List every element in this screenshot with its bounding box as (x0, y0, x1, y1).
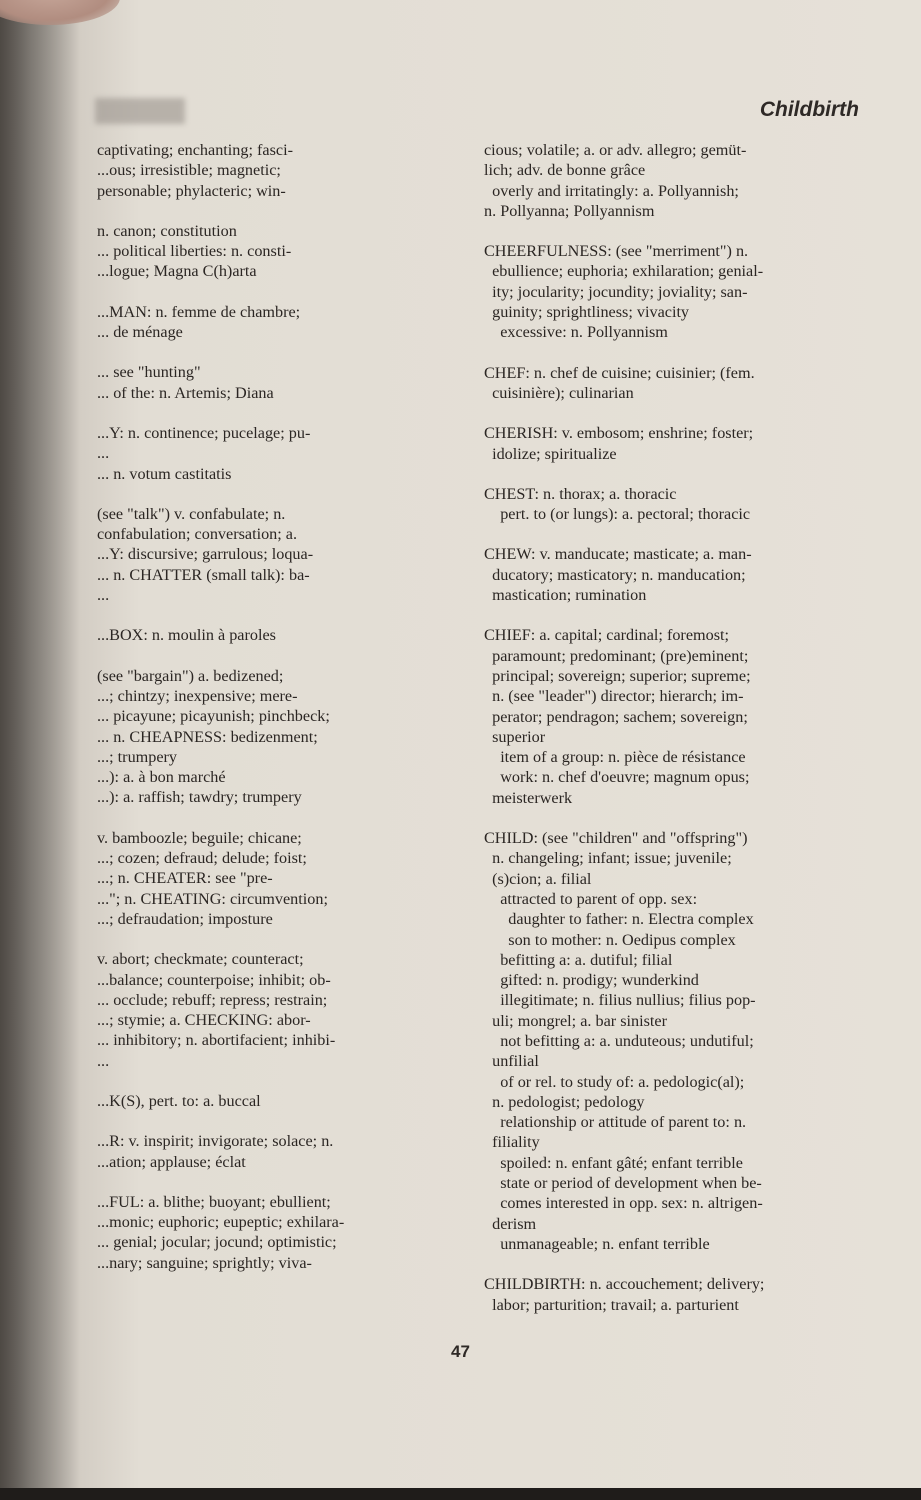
entry-line: ...K(S), pert. to: a. buccal (97, 1091, 261, 1110)
entry-line: ... political liberties: n. consti- (97, 242, 292, 261)
dictionary-entry (97, 625, 442, 645)
entry-line: (see "talk") v. confabulate; n. (97, 504, 286, 523)
entry-line: ...BOX: n. moulin à paroles (97, 626, 276, 645)
left-guide-word-blurred (95, 98, 185, 124)
dictionary-entry (97, 423, 442, 484)
entry-line: gifted: n. prodigy; wunderkind (484, 971, 699, 990)
entry-line: n. Pollyanna; Pollyannism (484, 201, 655, 220)
entry-line: ... de ménage (97, 323, 183, 342)
entry-line: overly and irritatingly: a. Pollyannish; (484, 181, 739, 200)
entry-line: ...balance; counterpoise; inhibit; ob- (97, 970, 331, 989)
dictionary-entry (484, 828, 859, 1254)
dictionary-entry (484, 140, 859, 221)
entry-line: lich; adv. de bonne grâce (484, 161, 646, 180)
entry-line: ...; n. CHEATER: see "pre- (97, 869, 273, 888)
entry-line: (s)cion; a. filial (484, 869, 592, 888)
entry-line: CHIEF: a. capital; cardinal; foremost; (484, 626, 729, 645)
entry-line: ...logue; Magna C(h)arta (97, 262, 257, 281)
entry-line: meisterwerk (484, 788, 573, 807)
entry-line: CHERISH: v. embosom; enshrine; foster; (484, 424, 754, 443)
entry-line: n. (see "leader") director; hierarch; im- (484, 687, 744, 706)
entry-line: ducatory; masticatory; n. manducation; (484, 565, 746, 584)
entry-line: ... n. votum castitatis (97, 464, 232, 483)
entry-line: ... (97, 444, 110, 463)
entry-line: ...ous; irresistible; magnetic; (97, 161, 281, 180)
entry-line: son to mother: n. Oedipus complex (484, 930, 736, 949)
entry-line: n. canon; constitution (97, 221, 237, 240)
dictionary-entry (97, 362, 442, 403)
dictionary-entry (97, 828, 442, 929)
entry-line: illegitimate; n. filius nullius; filius pop- (484, 991, 756, 1010)
entry-line: CHEF: n. chef de cuisine; cuisinier; (fem. (484, 363, 755, 382)
entry-line: cious; volatile; a. or adv. allegro; gemüt- (484, 141, 747, 159)
entry-line: attracted to parent of opp. sex: (484, 889, 698, 908)
dictionary-entry (484, 241, 859, 342)
dictionary-entry (484, 544, 859, 605)
entry-line: relationship or attitude of parent to: n. (484, 1113, 747, 1132)
entry-line: ... picayune; picayunish; pinchbeck; (97, 707, 330, 726)
entry-line: ...R: v. inspirit; invigorate; solace; n. (97, 1132, 334, 1151)
entry-line: uli; mongrel; a. bar sinister (484, 1011, 667, 1030)
entry-line: CHEST: n. thorax; a. thoracic (484, 484, 677, 503)
entry-line: daughter to father: n. Electra complex (484, 910, 754, 929)
entry-line: ... (97, 1051, 110, 1070)
thumb-at-corner (0, 0, 120, 25)
entry-line: v. bamboozle; beguile; chicane; (97, 828, 302, 847)
entry-line: CHEERFULNESS: (see "merriment") n. (484, 242, 749, 261)
right-column (484, 140, 859, 1335)
entry-line: ... n. CHATTER (small talk): ba- (97, 565, 310, 584)
entry-line: ...MAN: n. femme de chambre; (97, 302, 301, 321)
entry-line: ... of the: n. Artemis; Diana (97, 383, 274, 402)
entry-line: CHEW: v. manducate; masticate; a. man- (484, 545, 752, 564)
entry-line: excessive: n. Pollyannism (484, 323, 668, 342)
entry-line: n. pedologist; pedology (484, 1092, 645, 1111)
entry-line: ... inhibitory; n. abortifacient; inhibi- (97, 1031, 336, 1050)
entry-line: ... see "hunting" (97, 363, 201, 382)
entry-line: ... genial; jocular; jocund; optimistic; (97, 1233, 337, 1252)
left-column (97, 140, 442, 1293)
entry-line: befitting a: a. dutiful; filial (484, 950, 673, 969)
dictionary-entry (484, 625, 859, 808)
dictionary-entry (97, 1131, 442, 1172)
dictionary-entry (484, 423, 859, 464)
entry-line: ... occlude; rebuff; repress; restrain; (97, 990, 328, 1009)
entry-line: unfilial (484, 1052, 539, 1071)
entry-line: filiality (484, 1133, 540, 1152)
entry-line: ...Y: discursive; garrulous; loqua- (97, 545, 314, 564)
entry-line: cuisinière); culinarian (484, 383, 634, 402)
entry-line: personable; phylacteric; win- (97, 181, 286, 200)
entry-line: ...; trumpery (97, 747, 178, 766)
entry-line: guinity; sprightliness; vivacity (484, 303, 690, 322)
dictionary-entry (97, 1192, 442, 1273)
entry-line: ...ation; applause; éclat (97, 1152, 246, 1171)
entry-line: ... n. CHEAPNESS: bedizenment; (97, 727, 318, 746)
dictionary-entry (484, 363, 859, 404)
entry-line: captivating; enchanting; fasci- (97, 141, 293, 159)
entry-line: idolize; spiritualize (484, 444, 617, 463)
dictionary-entry (97, 140, 442, 201)
entry-line: derism (484, 1214, 537, 1233)
entry-line: ebullience; euphoria; exhilaration; genial- (484, 262, 764, 281)
entry-line: mastication; rumination (484, 586, 647, 605)
entry-line: ...nary; sanguine; sprightly; viva- (97, 1253, 312, 1272)
entry-line: pert. to (or lungs): a. pectoral; thoracic (484, 505, 751, 524)
entry-line: ity; jocularity; jocundity; joviality; san- (484, 282, 748, 301)
entry-line: ...monic; euphoric; eupeptic; exhilara- (97, 1213, 345, 1232)
entry-line: ...; stymie; a. CHECKING: abor- (97, 1011, 311, 1030)
entry-line: CHILDBIRTH: n. accouchement; delivery; (484, 1275, 765, 1294)
entry-line: labor; parturition; travail; a. parturient (484, 1295, 739, 1314)
entry-line: ...): a. à bon marché (97, 768, 226, 787)
dictionary-entry (97, 221, 442, 282)
book-bottom-edge (0, 1488, 921, 1500)
entry-line: of or rel. to study of: a. pedologic(al); (484, 1072, 745, 1091)
binding-shadow (0, 0, 80, 1490)
entry-line: spoiled: n. enfant gâté; enfant terrible (484, 1153, 743, 1172)
dictionary-entry (97, 949, 442, 1071)
entry-line: work: n. chef d'oeuvre; magnum opus; (484, 768, 750, 787)
entry-line: ..."; n. CHEATING: circumvention; (97, 889, 328, 908)
entry-line: n. changeling; infant; issue; juvenile; (484, 849, 732, 868)
entry-line: state or period of development when be- (484, 1174, 762, 1193)
entry-line: CHILD: (see "children" and "offspring") (484, 829, 748, 848)
entry-line: perator; pendragon; sachem; sovereign; (484, 707, 748, 726)
page-number: 47 (451, 1342, 470, 1361)
entry-line: ... (97, 586, 110, 605)
entry-line: principal; sovereign; superior; supreme; (484, 666, 751, 685)
entry-line: ...Y: n. continence; pucelage; pu- (97, 423, 311, 442)
entry-line: ...FUL: a. blithe; buoyant; ebullient; (97, 1192, 331, 1211)
dictionary-entry (484, 1274, 859, 1315)
dictionary-entry (97, 1091, 442, 1111)
dictionary-entry (484, 484, 859, 525)
entry-line: superior (484, 727, 546, 746)
entry-line: paramount; predominant; (pre)eminent; (484, 646, 749, 665)
entry-line: ...; cozen; defraud; delude; foist; (97, 849, 307, 868)
entry-line: ...; defraudation; imposture (97, 909, 273, 928)
entry-line: confabulation; conversation; a. (97, 525, 298, 544)
entry-line: v. abort; checkmate; counteract; (97, 950, 304, 969)
dictionary-entry (97, 504, 442, 605)
dictionary-entry (97, 302, 442, 343)
entry-line: comes interested in opp. sex: n. altrigen- (484, 1194, 763, 1213)
entry-line: unmanageable; n. enfant terrible (484, 1234, 710, 1253)
entry-line: ...; chintzy; inexpensive; mere- (97, 686, 298, 705)
entry-line: item of a group: n. pièce de résistance (484, 748, 746, 767)
right-guide-word: Childbirth (759, 98, 859, 121)
entry-line: ...): a. raffish; tawdry; trumpery (97, 788, 302, 807)
entry-line: not befitting a: a. unduteous; undutiful; (484, 1031, 754, 1050)
dictionary-entry (97, 666, 442, 808)
entry-line: (see "bargain") a. bedizened; (97, 666, 284, 685)
